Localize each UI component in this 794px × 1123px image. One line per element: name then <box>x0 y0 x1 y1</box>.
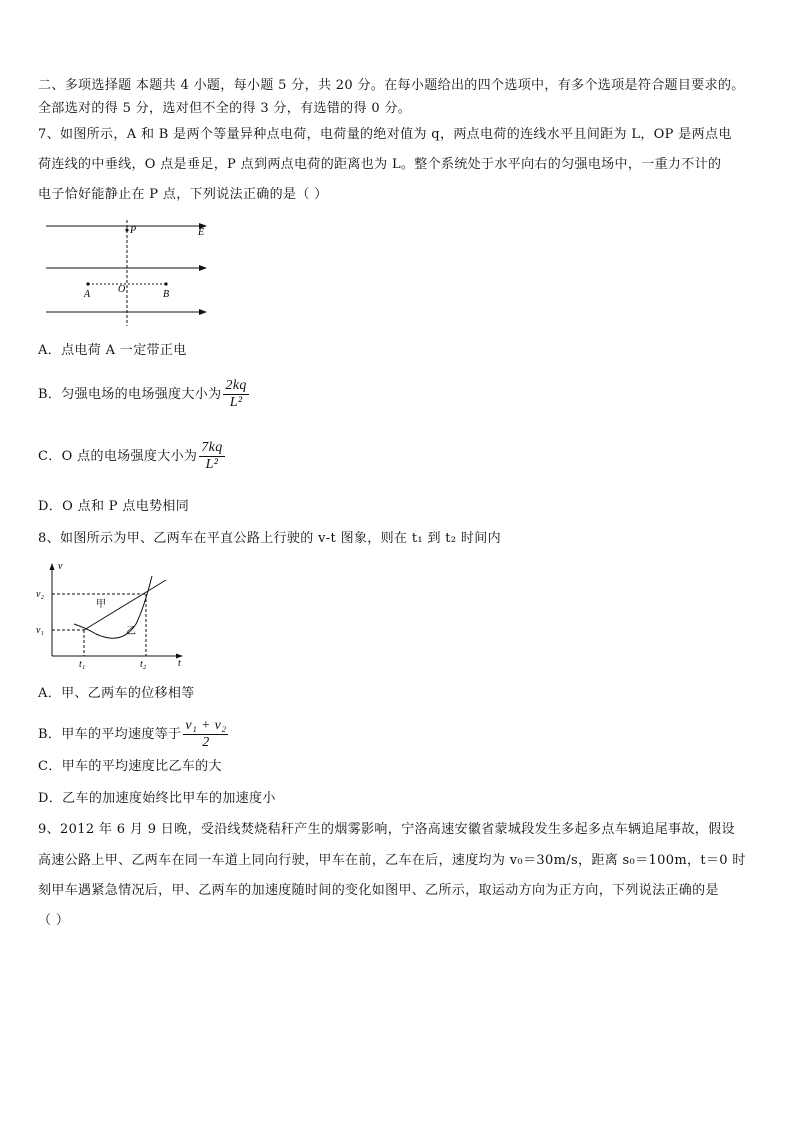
q7-stem-line1: 7、如图所示，A 和 B 是两个等量异种点电荷，电荷量的绝对值为 q，两点电荷的连线水平且间距为 L，OP 是两点电 <box>38 127 732 142</box>
label-v: v <box>58 561 63 572</box>
q7-option-b <box>38 378 249 411</box>
label-t1: t₁ <box>79 659 86 670</box>
q7-option-c-fraction <box>199 440 224 473</box>
label-p: P <box>130 225 137 236</box>
q8-option-b <box>38 718 228 751</box>
label-t2: t₂ <box>140 659 147 670</box>
label-t: t <box>178 658 181 669</box>
charge-b <box>164 282 167 285</box>
q9-stem-line4: （ ） <box>38 913 70 928</box>
q7-option-c-text: C．O 点的电场强度大小为 <box>38 448 198 464</box>
q8-stem: 8、如图所示为甲、乙两车在平直公路上行驶的 v-t 图象，则在 t₁ 到 t₂ 时间内 <box>38 531 501 546</box>
q7-option-b-denominator: L² <box>229 395 243 410</box>
label-v2: v₂ <box>36 589 44 600</box>
q8-option-b-fraction <box>183 718 228 751</box>
q8-option-b-denominator: 2 <box>202 735 210 750</box>
charge-a <box>86 282 89 285</box>
q9-stem-line2: 高速公路上甲、乙两车在同一车道上同向行驶，甲车在前，乙车在后，速度均为 v₀＝30m/s，距离 s₀＝100m，t＝0 时 <box>38 853 746 868</box>
section-header-line1: 二、多项选择题 本题共 4 小题，每小题 5 分，共 20 分。在每小题给出的四个选项中，有多个选项是符合题目要求的。 <box>38 78 745 93</box>
q7-option-b-fraction <box>223 378 248 411</box>
q8-vt-graph <box>34 560 194 670</box>
q7-option-a: A．点电荷 A 一定带正电 <box>38 343 187 358</box>
section-header-line2: 全部选对的得 5 分，选对但不全的得 3 分，有选错的得 0 分。 <box>38 101 412 116</box>
q7-option-b-numerator: 2kq <box>225 378 247 393</box>
label-e: E <box>198 227 205 238</box>
label-o: O <box>118 284 126 295</box>
curve-yi <box>74 576 152 638</box>
q8-option-d: D．乙车的加速度始终比甲车的加速度小 <box>38 791 276 806</box>
label-jia: 甲 <box>96 599 106 610</box>
q8-option-b-text: B．甲车的平均速度等于 <box>38 726 182 742</box>
label-b: B <box>163 289 170 300</box>
q7-field-diagram <box>40 218 220 330</box>
q7-option-c-denominator: L² <box>205 457 219 472</box>
q8-option-c: C．甲车的平均速度比乙车的大 <box>38 759 222 774</box>
q7-option-c <box>38 440 225 473</box>
q9-stem-line1: 9、2012 年 6 月 9 日晚，受沿线焚烧秸秆产生的烟雾影响，宁洛高速安徽省蒙城段发生多起多点车辆追尾事故，假设 <box>38 822 735 837</box>
point-p <box>125 228 128 231</box>
q7-option-c-numerator: 7kq <box>201 440 223 455</box>
q8-option-b-numerator: v₁ + v₂ <box>185 718 227 733</box>
label-yi: 乙 <box>126 626 136 637</box>
q7-option-b-text: B．匀强电场的电场强度大小为 <box>38 386 222 402</box>
q7-option-d: D．O 点和 P 点电势相同 <box>38 499 190 514</box>
q8-option-a: A．甲、乙两车的位移相等 <box>38 686 195 701</box>
q7-stem-line2: 荷连线的中垂线，O 点是垂足，P 点到两点电荷的距离也为 L。整个系统处于水平向右的匀强电场中，一重力不计的 <box>38 157 722 172</box>
label-v1: v₁ <box>36 625 44 636</box>
label-a: A <box>84 289 91 300</box>
q7-stem-line3: 电子恰好能静止在 P 点，下列说法正确的是（ ） <box>38 187 328 202</box>
q9-stem-line3: 刻甲车遇紧急情况后，甲、乙两车的加速度随时间的变化如图甲、乙所示，取运动方向为正方向，下列说法正确的是 <box>38 883 719 898</box>
